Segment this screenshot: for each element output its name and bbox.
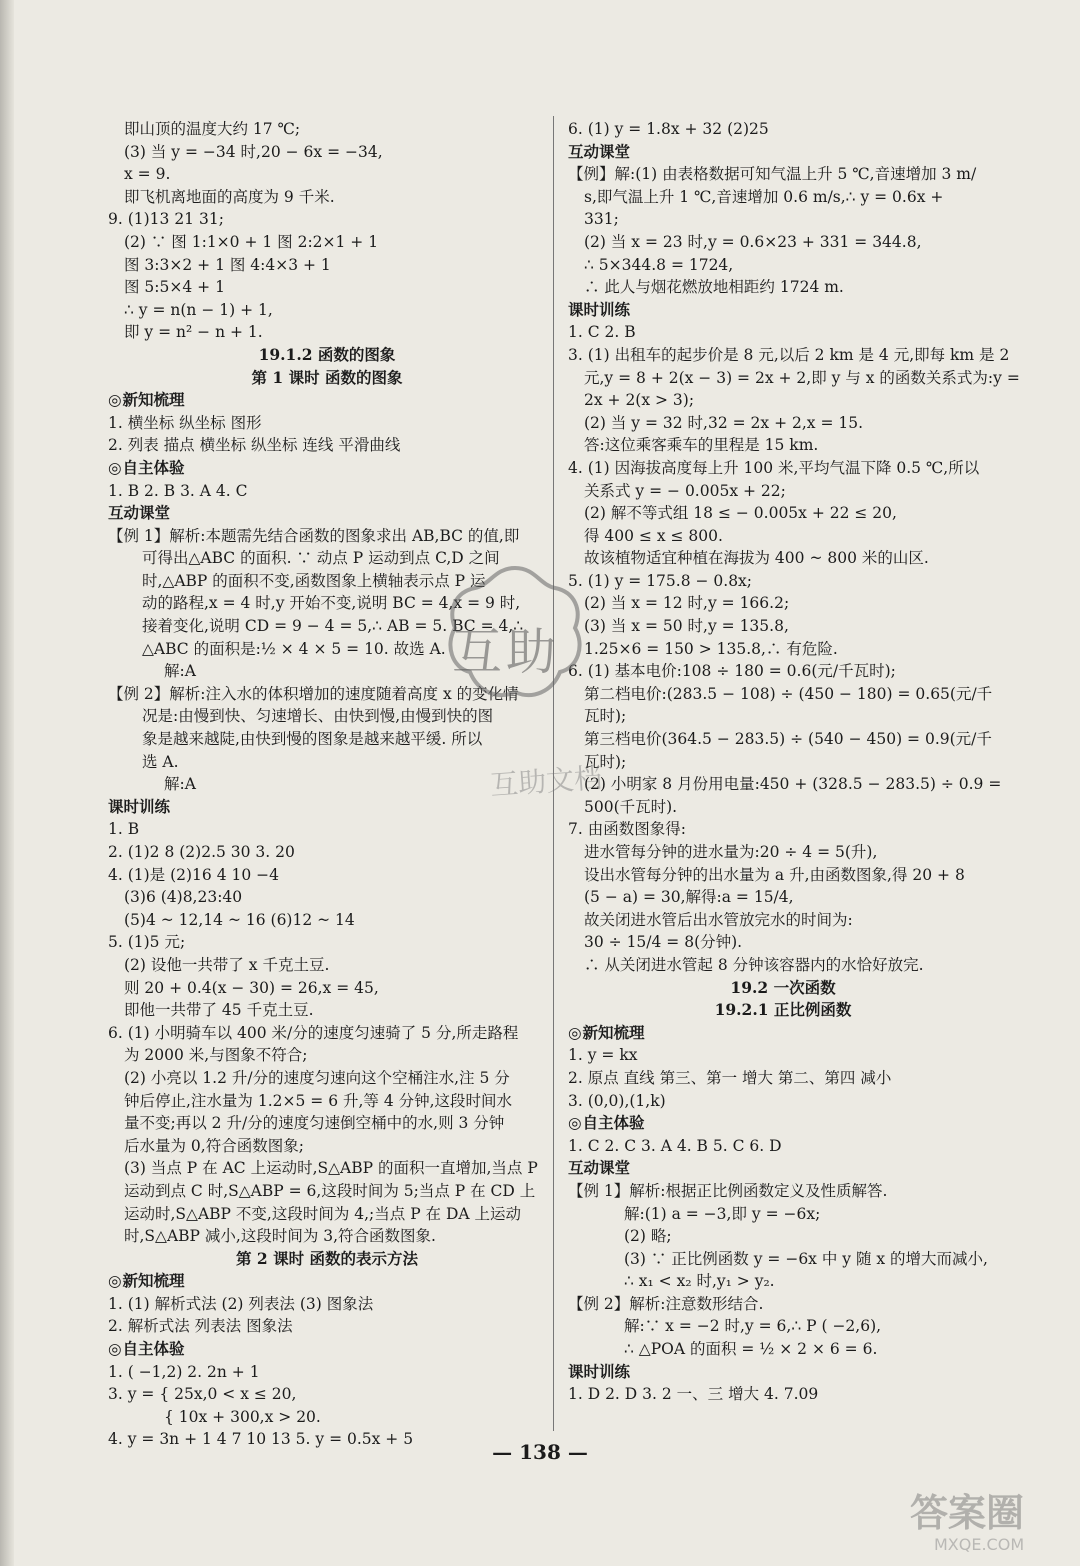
text-line: 动的路程,x = 4 时,y 开始不变,说明 BC = 4,x = 9 时, — [142, 594, 521, 613]
text-line: 瓦时); — [584, 707, 627, 726]
text-line: ∴ 从关闭进水管起 8 分钟该容器内的水恰好放完. — [584, 955, 924, 974]
text-line: 1. B 2. B 3. A 4. C — [108, 481, 248, 500]
text-line: 为 2000 米,与图象不符合; — [124, 1046, 308, 1065]
text-line: 1. y = kx — [568, 1046, 638, 1065]
text-line: 即他一共带了 45 千克土豆. — [124, 1001, 314, 1020]
text-line: ◎ 新知梳理 — [108, 1270, 546, 1293]
text-line: 19.1.2 函数的图象 — [258, 344, 396, 364]
text-line: 解:(1) a = −3,即 y = −6x; — [624, 1204, 821, 1223]
text-line: 接着变化,说明 CD = 9 − 4 = 5,∴ AB = 5. BC = 4,∴ — [142, 617, 524, 636]
text-line: 6. (1) y = 1.8x + 32 (2)25 — [568, 120, 769, 138]
text-line: 331; — [584, 210, 619, 229]
text-line: 500(千瓦时). — [584, 797, 678, 816]
text-line: 即飞机离地面的高度为 9 千米. — [124, 187, 335, 206]
text-line: ∴ 5×344.8 = 1724, — [584, 255, 734, 274]
text-line: 5. (1)5 元; — [108, 933, 186, 952]
text-line: 5. (1) y = 175.8 − 0.8x; — [568, 571, 753, 590]
text-line: 2x + 2(x > 3); — [584, 391, 695, 410]
text-line: 3. y = { 25x,0 < x ≤ 20, — [108, 1385, 297, 1404]
text-line: 况是:由慢到快、匀速增长、由快到慢,由慢到快的图 — [142, 707, 494, 726]
text-line: 图 3:3×2 + 1 图 4:4×3 + 1 — [124, 255, 331, 274]
text-line: ◎ 自主体验 — [108, 457, 546, 480]
text-line: ∴ y = n(n − 1) + 1, — [124, 300, 273, 319]
text-line: 1. D 2. D 3. 2 一、三 增大 4. 7.09 — [568, 1385, 819, 1404]
text-line: 2. 原点 直线 第三、第一 增大 第二、第四 减小 — [568, 1068, 892, 1087]
svg-text:MXQE.COM: MXQE.COM — [934, 1535, 1025, 1554]
text-line: 后水量为 0,符合函数图象; — [124, 1136, 304, 1155]
text-line: 解:A — [164, 662, 196, 681]
text-line: 元,y = 8 + 2(x − 3) = 2x + 2,即 y 与 x 的函数关系式为:y = — [584, 368, 1020, 387]
text-line: (2) 略; — [624, 1227, 672, 1246]
watermark-stamp-text: 互助 — [452, 623, 560, 681]
text-line: 【例 2】解析:注入水的体积增加的速度随着高度 x 的变化情 — [108, 684, 519, 703]
text-line: { 10x + 300,x > 20. — [164, 1407, 321, 1426]
text-line: 7. 由函数图象得: — [568, 820, 686, 839]
text-line: (3) 当 x = 50 时,y = 135.8, — [584, 617, 789, 636]
text-line: 1. C 2. B — [568, 323, 636, 342]
text-line: (3) 当 y = −34 时,20 − 6x = −34, — [124, 142, 383, 161]
text-line: 图 5:5×4 + 1 — [124, 278, 225, 297]
text-line: 【例 1】解析:根据正比例函数定义及性质解答. — [568, 1181, 888, 1200]
text-line: 进水管每分钟的进水量为:20 ÷ 4 = 5(升), — [584, 843, 878, 861]
text-line: 答:这位乘客乘车的里程是 15 km. — [584, 436, 819, 455]
text-line: 第 2 课时 函数的表示方法 — [236, 1248, 418, 1268]
text-line: (5)4 ~ 12,14 ~ 16 (6)12 ~ 14 — [124, 910, 355, 929]
text-line: 3. (0,0),(1,k) — [568, 1091, 666, 1110]
text-line: 互动课堂 — [568, 141, 631, 161]
text-line: 6. (1) 小明骑车以 400 米/分的速度匀速骑了 5 分,所走路程 — [108, 1023, 519, 1042]
text-line: 【例 2】解析:注意数形结合. — [568, 1294, 764, 1313]
text-line: 1. 横坐标 纵坐标 图形 — [108, 413, 262, 432]
text-line: 可得出△ABC 的面积. ∵ 动点 P 运动到点 C,D 之间 — [142, 549, 500, 568]
text-line: 【例 1】解析:本题需先结合函数的图象求出 AB,BC 的值,即 — [108, 526, 520, 545]
text-line: ◎ 自主体验 — [108, 1338, 546, 1361]
text-line: (2) 当 x = 23 时,y = 0.6×23 + 331 = 344.8, — [584, 232, 922, 251]
text-line: 19.2.1 正比例函数 — [714, 1000, 852, 1020]
svg-text:答案圈: 答案圈 — [910, 1491, 1025, 1535]
text-line: 关系式 y = − 0.005x + 22; — [584, 481, 786, 500]
text-line: 6. (1) 基本电价:108 ÷ 180 = 0.6(元/千瓦时); — [568, 662, 896, 681]
page-number: — 138 — — [492, 1440, 588, 1464]
text-line: 第二档电价:(283.5 − 108) ÷ (450 − 180) = 0.65(元/千 — [584, 684, 993, 703]
text-line: ∴ x₁ < x₂ 时,y₁ > y₂. — [624, 1272, 775, 1291]
text-line: 1. ( −1,2) 2. 2n + 1 — [108, 1362, 260, 1381]
text-line: 【例】解:(1) 由表格数据可知气温上升 5 ℃,音速增加 3 m/ — [568, 165, 977, 184]
text-line: 1.25×6 = 150 > 135.8,∴ 有危险. — [584, 639, 838, 658]
text-line: 钟后停止,注水量为 1.2×5 = 6 升,等 4 分钟,这段时间水 — [124, 1091, 513, 1110]
text-line: (2) 解不等式组 18 ≤ − 0.005x + 22 ≤ 20, — [584, 504, 897, 523]
text-line: 象是越来越陡,由快到慢的图象是越来越平缓. 所以 — [142, 730, 483, 749]
text-line: 互动课堂 — [108, 503, 171, 523]
text-line: 1. B — [108, 820, 140, 839]
text-line: 则 20 + 0.4(x − 30) = 26,x = 45, — [124, 978, 379, 997]
text-line: 故该植物适宜种植在海拔为 400 ~ 800 米的山区. — [584, 549, 929, 568]
text-line: 时,△ABP 的面积不变,函数图象上横轴表示点 P 运 — [142, 571, 486, 590]
text-line: (2) 小明家 8 月份用电量:450 + (328.5 − 283.5) ÷ 0.9 = — [584, 775, 1002, 794]
text-line: 解:A — [164, 775, 196, 794]
text-line: 运动时,S△ABP 不变,这段时间为 4,;当点 P 在 DA 上运动 — [124, 1204, 522, 1223]
left-column — [108, 118, 546, 1451]
text-line: 第三档电价(364.5 − 283.5) ÷ (540 − 450) = 0.9(元/千 — [584, 730, 992, 749]
text-line: 4. (1) 因海拔高度每上升 100 米,平均气温下降 0.5 ℃,所以 — [568, 458, 980, 477]
text-line: 1. (1) 解析式法 (2) 列表法 (3) 图象法 — [108, 1294, 374, 1313]
site-logo — [900, 1478, 1060, 1558]
text-line: (5 − a) = 30,解得:a = 15/4, — [584, 888, 794, 907]
text-line: 设出水管每分钟的出水量为 a 升,由函数图象,得 20 + 8 — [584, 865, 965, 884]
text-line: ∴ 此人与烟花燃放地相距约 1724 m. — [584, 278, 844, 297]
text-line: 选 A. — [142, 752, 179, 771]
text-line: 课时训练 — [568, 1361, 631, 1381]
text-line: ◎ 新知梳理 — [108, 389, 546, 412]
text-line: 互动课堂 — [568, 1158, 631, 1178]
right-column — [568, 118, 1020, 1406]
text-line: 课时训练 — [568, 299, 631, 319]
text-line: 时,S△ABP 减小,这段时间为 3,符合函数图象. — [124, 1227, 436, 1246]
text-line: 量不变;再以 2 升/分的速度匀速倒空桶中的水,则 3 分钟 — [124, 1114, 505, 1133]
scan-edge — [0, 0, 14, 1566]
text-line: (2) ∵ 图 1:1×0 + 1 图 2:2×1 + 1 — [124, 232, 379, 251]
text-line: 课时训练 — [108, 796, 171, 816]
text-line: 即山顶的温度大约 17 ℃; — [124, 120, 301, 138]
text-line: 1. C 2. C 3. A 4. B 5. C 6. D — [568, 1136, 782, 1155]
text-line: 3. (1) 出租车的起步价是 8 元,以后 2 km 是 4 元,即每 km 是 2 — [568, 345, 1010, 364]
text-line: (2) 设他一共带了 x 千克土豆. — [124, 955, 330, 974]
text-line: 9. (1)13 21 31; — [108, 210, 224, 229]
text-line: (2) 当 x = 12 时,y = 166.2; — [584, 594, 790, 613]
text-line: 解:∵ x = −2 时,y = 6,∴ P ( −2,6), — [624, 1317, 882, 1336]
text-line: 故关闭进水管后出水管放完水的时间为: — [584, 910, 853, 929]
text-line: (2) 小亮以 1.2 升/分的速度匀速向这个空桶注水,注 5 分 — [124, 1068, 510, 1087]
text-line: 第 1 课时 函数的图象 — [251, 367, 403, 387]
text-line: 瓦时); — [584, 752, 627, 771]
text-line: (2) 当 y = 32 时,32 = 2x + 2,x = 15. — [584, 413, 864, 432]
text-line: x = 9. — [124, 165, 171, 184]
text-line: ∴ △POA 的面积 = ½ × 2 × 6 = 6. — [624, 1340, 878, 1359]
text-line: 得 400 ≤ x ≤ 800. — [584, 526, 723, 545]
text-line: 2. 列表 描点 横坐标 纵坐标 连线 平滑曲线 — [108, 436, 401, 455]
text-line: (3)6 (4)8,23:40 — [124, 888, 243, 907]
watermark-text: 互助文档 — [489, 761, 604, 802]
text-line: 19.2 一次函数 — [730, 977, 836, 997]
text-line: ◎ 自主体验 — [568, 1112, 998, 1135]
text-line: 4. y = 3n + 1 4 7 10 13 5. y = 0.5x + 5 — [108, 1430, 414, 1449]
text-line: 4. (1)是 (2)16 4 10 −4 — [108, 865, 279, 884]
text-line: 2. 解析式法 列表法 图象法 — [108, 1317, 293, 1336]
text-line: 即 y = n² − n + 1. — [124, 323, 263, 342]
text-line: 30 ÷ 15/4 = 8(分钟). — [584, 933, 743, 952]
text-line: (3) 当点 P 在 AC 上运动时,S△ABP 的面积一直增加,当点 P — [124, 1159, 538, 1178]
text-line: s,即气温上升 1 ℃,音速增加 0.6 m/s,∴ y = 0.6x + — [584, 187, 944, 206]
text-line: (3) ∵ 正比例函数 y = −6x 中 y 随 x 的增大而减小, — [624, 1249, 988, 1268]
text-line: △ABC 的面积是:½ × 4 × 5 = 10. 故选 A. — [142, 639, 446, 658]
text-line: 2. (1)2 8 (2)2.5 30 3. 20 — [108, 843, 295, 861]
text-line: ◎ 新知梳理 — [568, 1022, 998, 1045]
text-line: 运动到点 C 时,S△ABP = 6,这段时间为 5;当点 P 在 CD 上 — [124, 1181, 536, 1200]
